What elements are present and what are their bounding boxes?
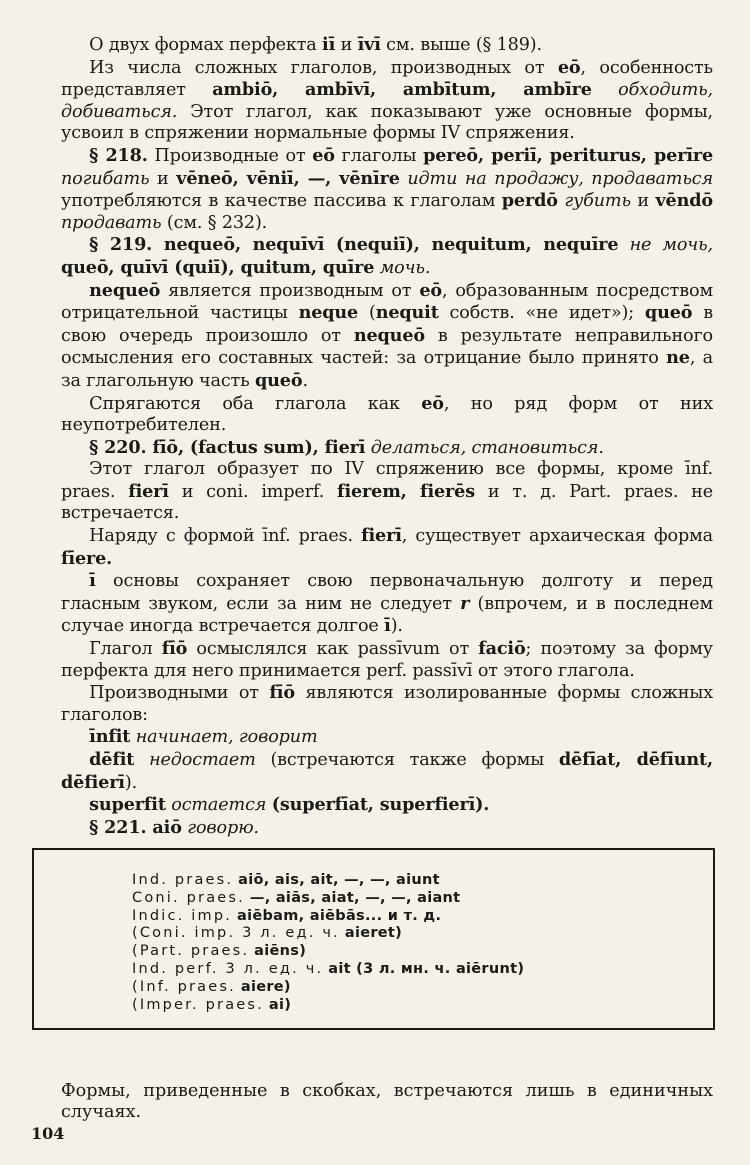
text-run: ). — [124, 772, 138, 793]
text-run: и — [335, 35, 358, 55]
paragraph — [61, 280, 713, 393]
italic-gloss: мочь. — [379, 257, 431, 278]
row-label: (Coni. imp. 3 л. ед. ч. — [132, 925, 340, 942]
paragraph — [61, 437, 713, 460]
text-run: О двух формах перфекта — [89, 35, 323, 55]
row-forms: —, aiās, aiat, —, —, aiant — [249, 889, 461, 906]
bold-term: nequit — [375, 302, 439, 324]
text-run: и — [149, 168, 177, 189]
row-label: Indic. imp. — [132, 907, 233, 924]
text-run: (встречаются также формы — [255, 750, 559, 770]
text-run: является производным от — [160, 280, 420, 301]
text-run: ( — [358, 303, 376, 324]
bold-term: dēfit — [89, 749, 135, 770]
bold-term: ambiō, ambīvī, ambītum, ambīre — [212, 79, 592, 101]
bold-term: § 220. fīō, (factus sum), fierī — [89, 436, 366, 458]
text-run: Производными от — [89, 683, 270, 704]
bold-term: fīere. — [61, 547, 113, 569]
text-run: см. выше (§ 189). — [380, 35, 542, 55]
conjugation-table-box — [32, 848, 715, 1030]
italic-gloss: обходить, добиваться. — [61, 80, 713, 122]
table-row — [132, 943, 524, 961]
row-label: (Part. praes. — [132, 943, 250, 960]
text-run: Производные от — [147, 145, 313, 166]
bold-term: queō — [255, 369, 303, 391]
text-run: осмыслялся как passīvum от — [187, 639, 479, 660]
bold-term: eō — [312, 144, 335, 166]
text-run: в свою очередь произошло от — [61, 303, 713, 346]
row-forms: aieret) — [344, 925, 403, 942]
bold-term: vēneō, vēniī, —, vēnīre — [176, 167, 400, 189]
bold-term: ī — [89, 570, 96, 592]
paragraph — [61, 459, 713, 525]
paragraph — [61, 393, 713, 437]
bold-term: vēndō — [655, 190, 713, 212]
italic-gloss: идти на продажу, продаваться — [407, 168, 713, 189]
bold-term: fierī — [361, 525, 402, 547]
italic-gloss: говорю. — [187, 817, 259, 838]
paragraph — [61, 817, 713, 840]
paragraph — [61, 726, 713, 749]
text-run: Спрягаются оба глагола как — [89, 393, 422, 414]
paragraph — [61, 525, 713, 570]
bold-term: īvī — [357, 34, 381, 55]
text-run: , но ряд форм от них неупотребителен. — [61, 393, 713, 436]
italic-gloss: погибать — [61, 168, 150, 189]
table-row — [132, 908, 524, 926]
table-row — [132, 997, 524, 1015]
row-forms: aiēbam, aiēbās... и т. д. — [236, 907, 442, 924]
italic-gloss: губить — [564, 191, 631, 212]
paragraph — [61, 749, 713, 794]
footer-note: Формы, приведенные в скобках, встречаются лишь в единичных случаях. — [61, 1080, 713, 1123]
row-label: Coni. praes. — [132, 889, 245, 906]
italic-gloss: делаться, становиться. — [370, 437, 604, 458]
bold-term: § 218. — [89, 144, 148, 166]
text-run: Из числа сложных глаголов, производных от — [89, 57, 558, 78]
bold-term: queō — [644, 302, 693, 324]
bold-term: eō — [419, 279, 442, 301]
text-run: . — [302, 370, 308, 391]
conjugation-table — [132, 872, 524, 1014]
text-run: и — [630, 191, 656, 212]
bold-term: fīō — [269, 682, 295, 704]
paragraph — [61, 57, 713, 145]
bold-term: ne — [666, 347, 690, 369]
row-label: Ind. perf. 3 л. ед. ч. — [132, 960, 324, 977]
bold-term: neque — [298, 302, 359, 324]
text-run: Наряду с формой īnf. praes. — [89, 526, 362, 547]
paragraph — [61, 794, 713, 817]
paragraph — [61, 34, 713, 57]
row-forms: aiēns) — [254, 943, 307, 960]
text-run: , а за глагольную часть — [61, 348, 714, 391]
text-run: (см. § 232). — [161, 212, 268, 233]
body-text — [61, 34, 713, 839]
paragraph — [61, 682, 713, 726]
paragraph — [61, 570, 713, 638]
bold-term: faciō — [478, 638, 526, 660]
text-run: являются изолированные формы сложных глаголов: — [61, 683, 713, 725]
paragraph — [61, 145, 713, 234]
italic-gloss: не мочь, — [629, 235, 713, 256]
row-label: (Inf. praes. — [132, 978, 236, 995]
bold-term: fīō — [161, 638, 188, 660]
text-run: и т. д. Part. praes. не встречается. — [61, 481, 713, 524]
text-run: в результате неправильного осмысления его составных частей: за отрицание было принято — [61, 325, 713, 369]
italic-gloss: начинает, говорит — [135, 727, 318, 748]
bold-term: fierī — [128, 480, 169, 502]
bold-term: pereō, periī, periturus, perīre — [423, 144, 714, 166]
text-run: Этот глагол, как показывают уже основные формы, усвоил в спряжении нормальные формы IV спряжения. — [61, 101, 713, 144]
table-row — [132, 872, 524, 890]
page-number: 104 — [31, 1124, 65, 1143]
text-run: Глагол — [89, 639, 162, 660]
bold-term: eō — [557, 56, 581, 78]
text-run — [618, 235, 629, 255]
text-run: , существует архаическая форма — [401, 526, 713, 547]
text-run — [592, 80, 618, 100]
paragraph — [61, 638, 713, 682]
row-forms: aiere) — [240, 978, 291, 995]
bold-term: īnfit — [89, 726, 131, 748]
bold-term: eō — [421, 392, 444, 414]
text-run: основы сохраняет свою первоначальную долготу и перед гласным звуком, если за ним не следует — [61, 571, 713, 614]
text-run: , образованным посредством отрицательной частицы — [61, 280, 713, 324]
italic-gloss: недостает — [149, 750, 256, 770]
table-row — [132, 890, 524, 908]
row-forms: ai) — [268, 996, 292, 1013]
text-run: употребляются в качестве пассива к глаголам — [61, 191, 502, 212]
bold-term: r — [460, 592, 470, 614]
text-run — [134, 750, 149, 770]
row-label: (Imper. praes. — [132, 996, 264, 1013]
table-row — [132, 961, 524, 979]
text-run: ; поэтому за форму перфекта для него принимается perf. passīvī от этого глагола. — [61, 639, 713, 681]
bold-term: ī — [384, 615, 391, 637]
bold-term: queō, quīvī (quiī), quitum, quīre — [61, 256, 375, 278]
bold-term: iī — [322, 34, 336, 55]
bold-term: § 221. aiō — [89, 816, 182, 838]
table-row — [132, 925, 524, 943]
text-run: , особенность представляет — [61, 57, 713, 101]
bold-term: § 219. nequeō, nequīvī (nequiī), nequitum, nequīre — [89, 234, 619, 256]
text-run: собств. «не идет»); — [438, 303, 645, 324]
bold-term: (superfīat, superfierī). — [271, 794, 490, 816]
bold-term: fierem, fierēs — [337, 480, 475, 502]
bold-term: nequeō — [353, 324, 425, 346]
italic-gloss: остается — [171, 795, 267, 816]
bold-term: dēfīat, dēfīunt, dēfierī — [61, 749, 713, 793]
text-run: глаголы — [334, 145, 424, 166]
row-forms: ait (3 л. мн. ч. aiērunt) — [328, 960, 525, 977]
text-run: и coni. imperf. — [168, 481, 338, 502]
bold-term: nequeō — [89, 279, 161, 301]
text-run: (впрочем, и в последнем случае иногда встречается долгое — [61, 593, 713, 637]
row-forms: aiō, ais, ait, —, —, aiunt — [238, 872, 440, 888]
text-run: ). — [390, 616, 403, 637]
row-label: Ind. praes. — [132, 872, 234, 888]
bold-term: superfit — [89, 794, 166, 816]
table-row — [132, 979, 524, 997]
italic-gloss: продавать — [61, 212, 162, 233]
paragraph — [61, 234, 713, 279]
text-run: Этот глагол образует по IV спряжению все формы, кроме īnf. praes. — [61, 459, 713, 502]
bold-term: perdō — [501, 190, 558, 212]
